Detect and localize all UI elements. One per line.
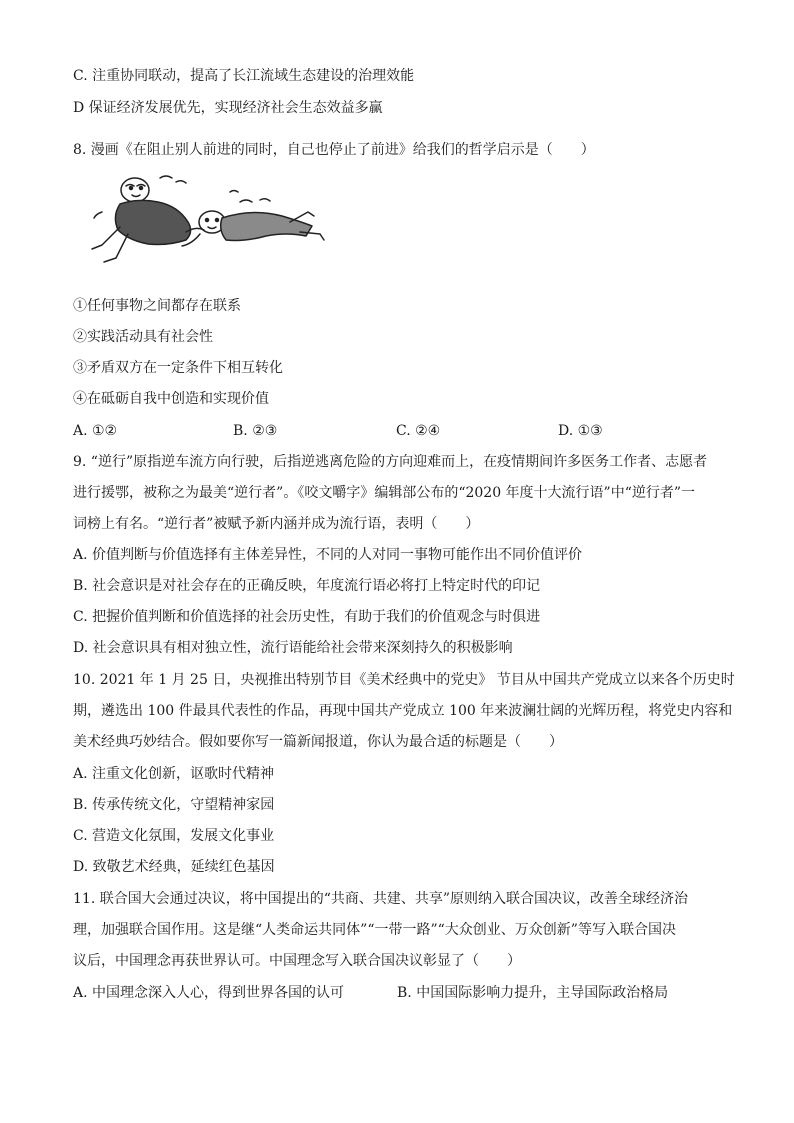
option-d: D. 致敬艺术经典，延续红色基因 [73, 859, 275, 875]
statement-4: ④在砥砺自我中创造和实现价值 [73, 391, 269, 407]
question-8-stem: 8. 漫画《在阻止别人前进的同时，自己也停止了前进》给我们的哲学启示是（ ） [73, 142, 595, 158]
option-d: D 保证经济发展优先，实现经济社会生态效益多赢 [73, 100, 383, 116]
question-11-stem-line-2: 理，加强联合国作用。这是继“人类命运共同体”“一带一路”“大众创业、万众创新”等写入联合国决 [73, 922, 676, 938]
option-b: B. 中国国际影响力提升，主导国际政治格局 [397, 985, 669, 1001]
option-a: A. ①② [73, 423, 118, 439]
question-10-stem-line-3: 美术经典巧妙结合。假如要你写一篇新闻报道，你认为最合适的标题是（ ） [73, 734, 563, 750]
cartoon-illustration [90, 172, 330, 272]
option-c: C. 把握价值判断和价值选择的社会历史性，有助于我们的价值观念与时俱进 [73, 609, 541, 625]
option-d: D. 社会意识具有相对独立性，流行语能给社会带来深刻持久的积极影响 [73, 640, 513, 656]
option-b: B. 社会意识是对社会存在的正确反映，年度流行语必将打上特定时代的印记 [73, 578, 541, 594]
option-c: C. 注重协同联动，提高了长江流域生态建设的治理效能 [73, 68, 415, 84]
statement-1: ①任何事物之间都存在联系 [73, 298, 241, 314]
question-10-stem-line-2: 期，遴选出 100 件最具代表性的作品，再现中国共产党成立 100 年来波澜壮阔的光辉历程，将党史内容和 [73, 703, 733, 719]
question-11-stem-line-1: 11. 联合国大会通过决议，将中国提出的“共商、共建、共享”原则纳入联合国决议，改善全球经济治 [73, 891, 689, 907]
statement-3: ③矛盾双方在一定条件下相互转化 [73, 360, 283, 376]
statement-2: ②实践活动具有社会性 [73, 329, 213, 345]
option-c: C. ②④ [396, 423, 441, 439]
question-9-stem-line-2: 进行援鄂，被称之为最美“逆行者”。《咬文嚼字》编辑部公布的“2020 年度十大流行语”中“逆行者”一 [73, 485, 696, 501]
option-a: A. 价值判断与价值选择有主体差异性，不同的人对同一事物可能作出不同价值评价 [73, 547, 583, 563]
option-a: A. 中国理念深入人心，得到世界各国的认可 [73, 985, 345, 1001]
option-b: B. ②③ [233, 423, 278, 439]
option-c: C. 营造文化氛围，发展文化事业 [73, 828, 275, 844]
option-d: D. ①③ [558, 423, 603, 439]
option-a: A. 注重文化创新，讴歌时代精神 [73, 766, 275, 782]
question-9-stem-line-1: 9. “逆行”原指逆车流方向行驶，后指逆逃离危险的方向迎难而上，在疫情期间许多医务工作者、志愿者 [73, 454, 708, 470]
option-b: B. 传承传统文化，守望精神家园 [73, 797, 275, 813]
question-10-stem-line-1: 10. 2021 年 1 月 25 日，央视推出特别节目《美术经典中的党史》 节目从中国共产党成立以来各个历史时 [73, 672, 735, 688]
question-9-stem-line-3: 词榜上有名。“逆行者”被赋予新内涵并成为流行语，表明（ ） [73, 516, 480, 532]
question-11-stem-line-3: 议后，中国理念再获世界认可。中国理念写入联合国决议彰显了（ ） [73, 953, 521, 969]
